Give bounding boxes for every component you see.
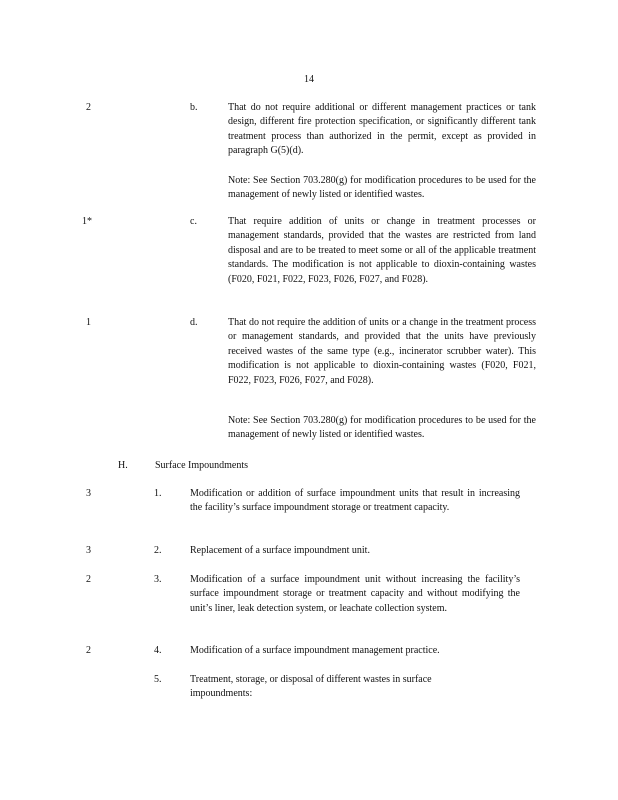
item-text: Treatment, storage, or disposal of different wastes in surface impoundments: [190, 674, 432, 700]
class-label: 1 [86, 317, 91, 328]
item-number: 3. [154, 574, 162, 585]
section-letter: H. [118, 460, 128, 471]
item-number: 5. [154, 674, 162, 685]
item-text: Modification of a surface impoundment unit without increasing the facility’s surface impoundment storage or treatment capacity and without modifying the unit’s liner, leak detection system, or leachate collection system. [190, 574, 520, 614]
item-text: That do not require the addition of units or a change in the treatment process or management standards, and provided that the units have previously received wastes of the same type (e.g., incinerator scrubber water). This modification is not applicable to dioxin-containing wastes (F020, F021, F022, F023, F026, F027, and F028). [228, 317, 536, 386]
page-number: 14 [304, 74, 314, 85]
class-label: 3 [86, 488, 91, 499]
item-text: Modification of a surface impoundment management practice. [190, 645, 440, 656]
class-label: 3 [86, 545, 91, 556]
item-text: Replacement of a surface impoundment unit. [190, 545, 370, 556]
item-letter: d. [190, 317, 198, 328]
class-label: 2 [86, 645, 91, 656]
item-letter: c. [190, 216, 197, 227]
class-label: 1* [82, 216, 92, 227]
item-text: That do not require additional or different management practices or tank design, different fire protection specification, or significantly different tank treatment process than authorized in the permit, except as provided in paragraph G(5)(d). [228, 102, 536, 157]
class-label: 2 [86, 574, 91, 585]
section-title: Surface Impoundments [155, 460, 249, 471]
item-number: 2. [154, 545, 162, 556]
item-text: That require addition of units or change in treatment processes or management standards, provided that the wastes are restricted from land disposal and are to be treated to meet some or all of the applicable treatment standards. The modification is not applicable to dioxin-containing wastes (F020, F021, F022, F023, F026, F027, and F028). [228, 216, 536, 285]
item-note: Note: See Section 703.280(g) for modification procedures to be used for the management of newly listed or identified wastes. [228, 415, 536, 441]
item-number: 1. [154, 488, 162, 499]
item-note: Note: See Section 703.280(g) for modification procedures to be used for the management of newly listed or identified wastes. [228, 175, 536, 201]
item-letter: b. [190, 102, 198, 113]
item-text: Modification or addition of surface impoundment units that result in increasing the facility’s surface impoundment storage or treatment capacity. [190, 488, 520, 514]
item-number: 4. [154, 645, 162, 656]
class-label: 2 [86, 102, 91, 113]
